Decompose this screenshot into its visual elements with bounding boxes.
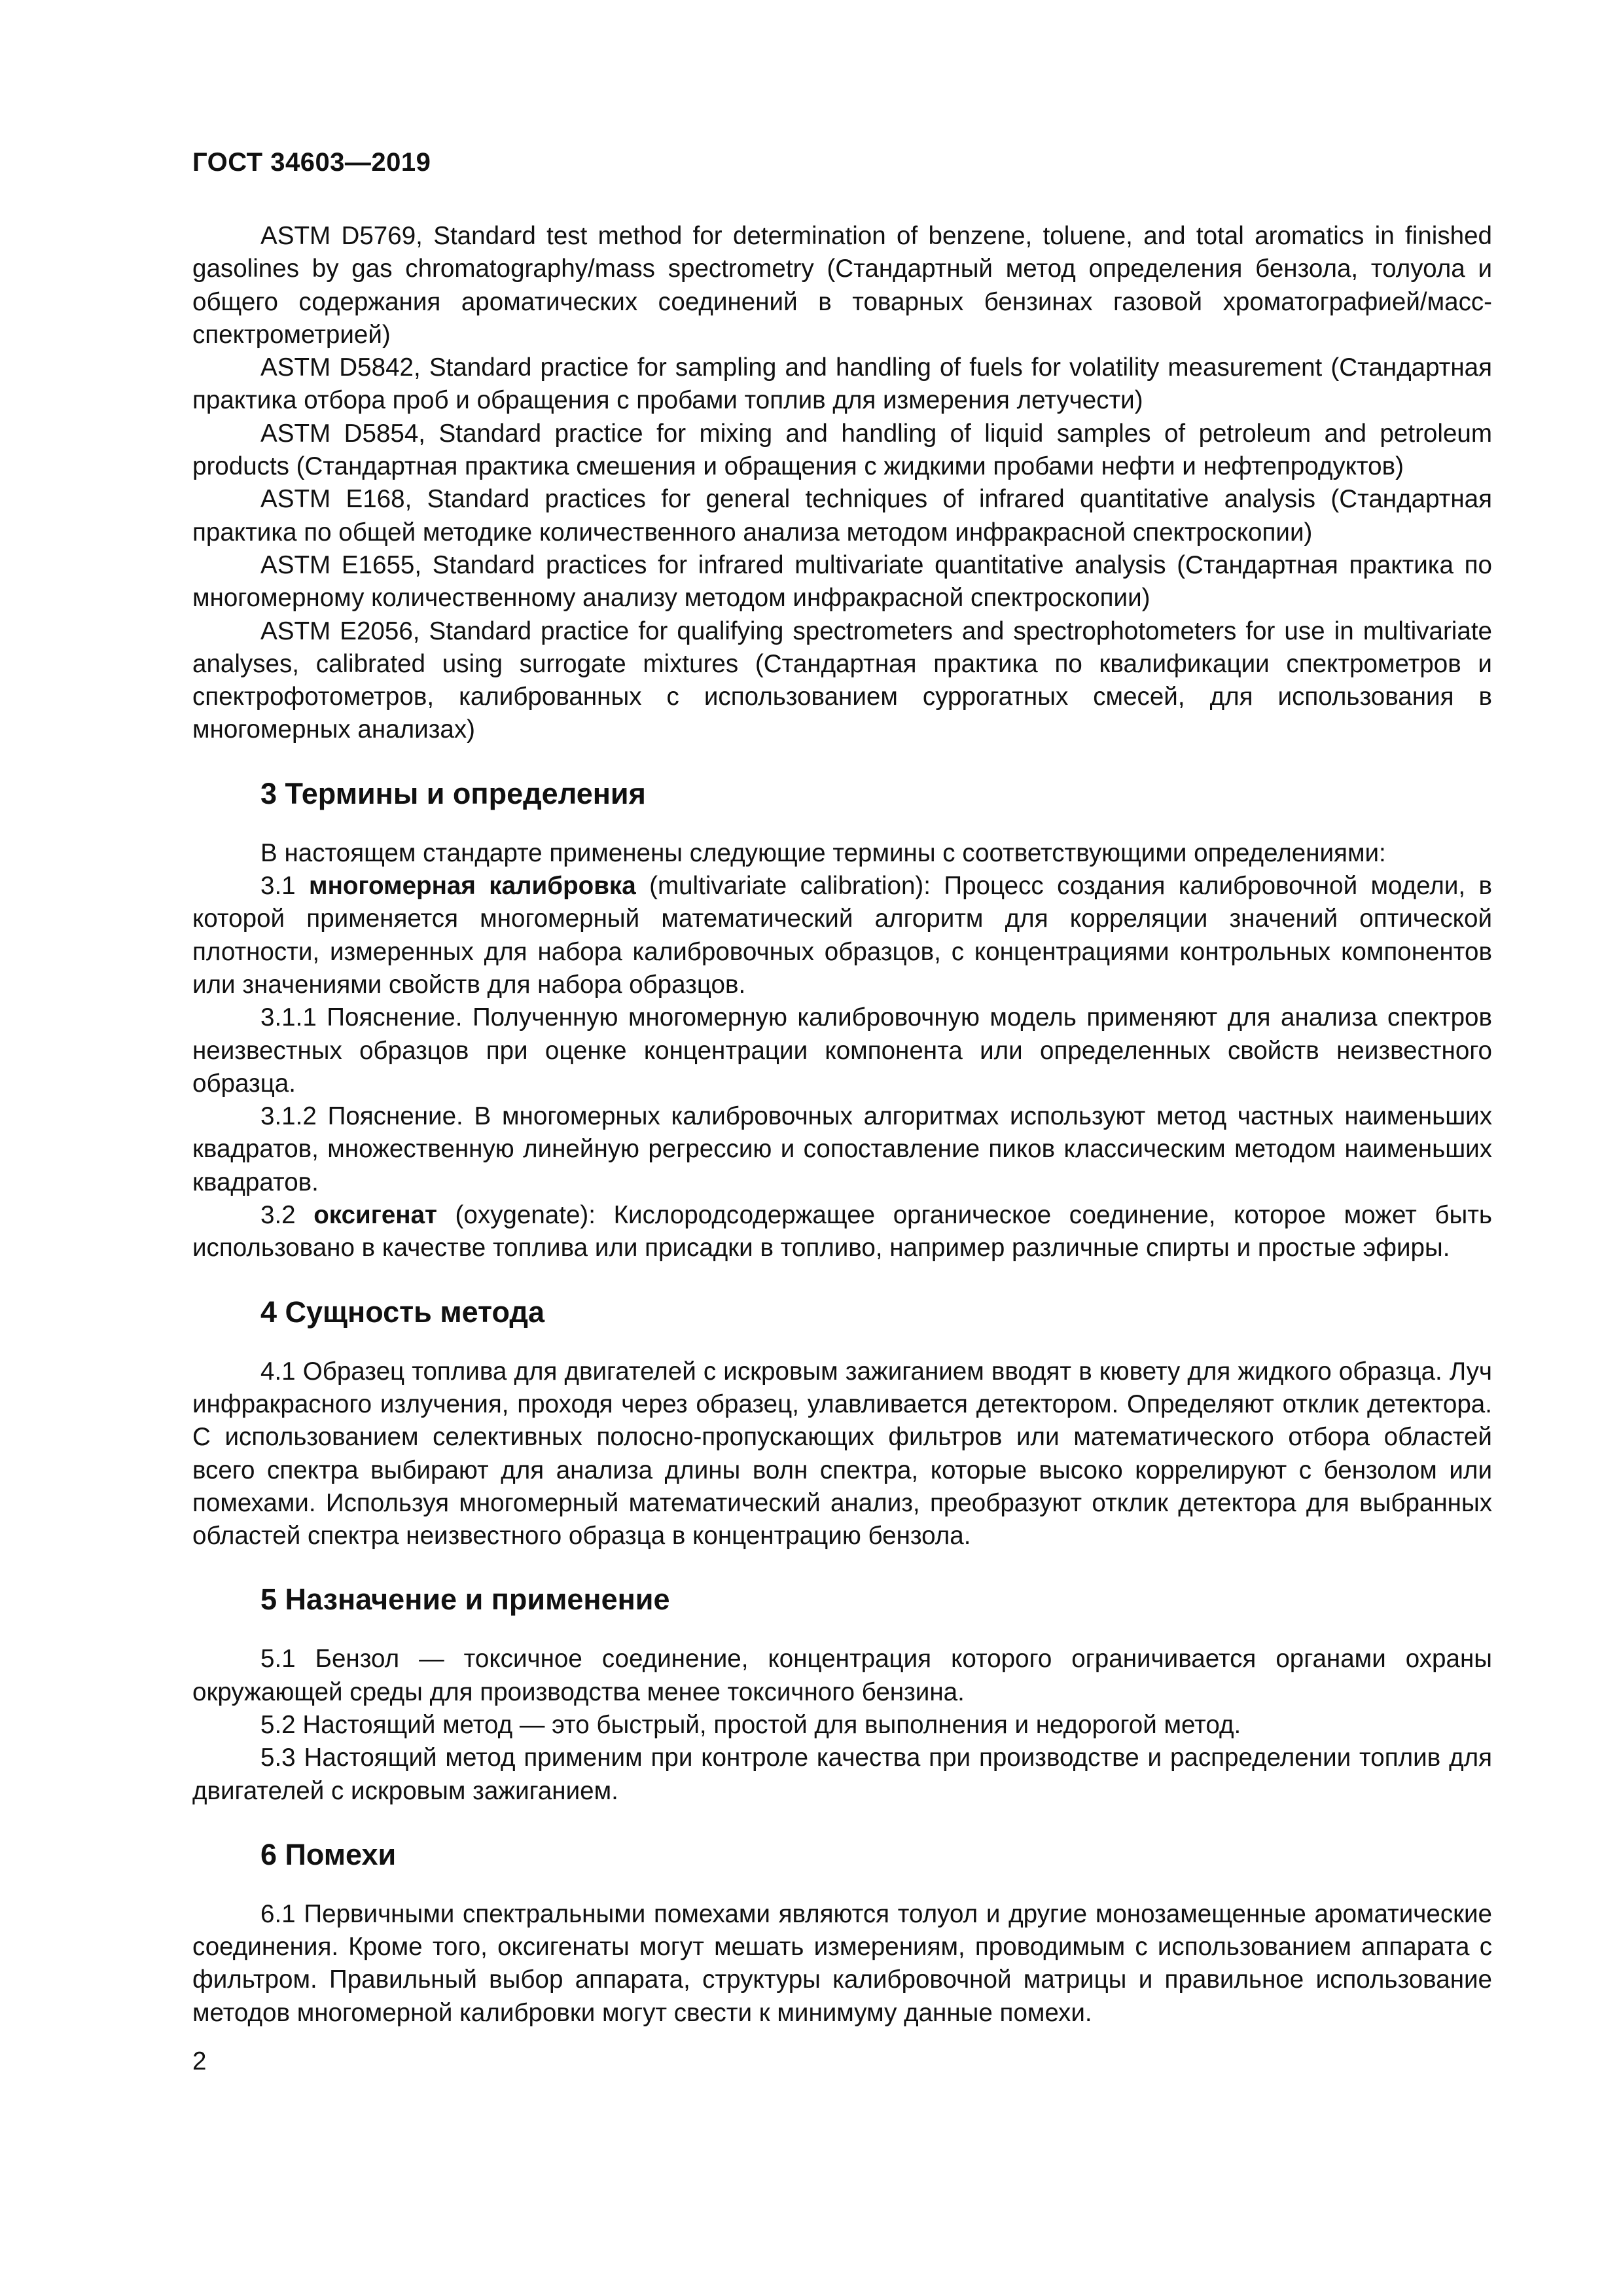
reference-astm-d5769: ASTM D5769, Standard test method for determination of benzene, toluene, and total aromatics in finished gasolines by gas chromatography/mass spectrometry (Стандартный метод определения бензола, толуола и общего содержания ароматических соединений в товарных бензинах газовой хроматографией/масс-спектрометрией) [192, 222, 1492, 349]
section-heading-method-essence: 4 Сущность метода [260, 1295, 544, 1329]
section-heading-terms: 3 Термины и определения [260, 776, 646, 810]
reference-astm-e1655: ASTM E1655, Standard practices for infrared multivariate quantitative analysis (Стандартная практика по многомерному количественному анализу методом инфракрасной спектроскопии) [192, 550, 1492, 613]
paragraph-4-1: 4.1 Образец топлива для двигателей с искровым зажиганием вводят в кювету для жидкого образца. Луч инфракрасного излучения, проходя через образец, улавливается детектором. Определяют отклик детектора. С использованием селективных полосно-пропускающих фильтров или математического отбора областей всего спектра выбирают для анализа длины волн спектра, которые высоко коррелируют с бензолом или помехами. Используя многомерный математический анализ, преобразуют отклик детектора для выбранных областей спектра неизвестного образца в концентрацию бензола. [192, 1357, 1492, 1551]
term-3-1-2-note: 3.1.2 Пояснение. В многомерных калибровочных алгоритмах используют метод частных наименьших квадратов, множественную линейную регрессию и сопоставление пиков классическим методом наименьших квадратов. [192, 1102, 1492, 1196]
document-body [192, 220, 1492, 2030]
terms-intro: В настоящем стандарте применены следующие термины с соответствующими определениями: [260, 838, 1386, 867]
section-heading-interference: 6 Помехи [260, 1837, 397, 1871]
reference-astm-e2056: ASTM E2056, Standard practice for qualifying spectrometers and spectrophotometers for use in multivariate analyses, calibrated using surrogate mixtures (Стандартная практика по квалификации спектрометров и спектрофотометров, калиброванных с использованием суррогатных смесей, для использования в многомерных анализах) [192, 617, 1492, 744]
term-name: оксигенат [313, 1201, 437, 1230]
reference-astm-e168: ASTM E168, Standard practices for general techniques of infrared quantitative analysis (Стандартная практика по общей методике количественного анализа методом инфракрасной спектроскопии) [192, 485, 1492, 547]
term-3-1-1-note: 3.1.1 Пояснение. Полученную многомерную калибровочную модель применяют для анализа спектров неизвестных образцов при оценке концентрации компонента или определенных свойств неизвестного образца. [192, 1003, 1492, 1098]
term-name: многомерная калибровка [309, 872, 636, 901]
term-definition: (multivariate calibration): Процесс создания калибровочной модели, в которой применяется многомерный математический алгоритм для корреляции значений оптической плотности, измеренных для набора калибровочных образцов, с концентрациями контрольных компонентов или значениями свойств для набора образцов. [192, 872, 1492, 999]
page-number: 2 [192, 2047, 207, 2075]
document-header: ГОСТ 34603—2019 [192, 148, 431, 177]
paragraph-5-1: 5.1 Бензол — токсичное соединение, концентрация которого ограничивается органами охраны окружающей среды для производства менее токсичного бензина. [192, 1645, 1492, 1706]
term-number: 3.2 [260, 1201, 314, 1230]
paragraph-5-2: 5.2 Настоящий метод — это быстрый, простой для выполнения и недорогой метод. [260, 1710, 1241, 1739]
reference-astm-d5842: ASTM D5842, Standard practice for sampling and handling of fuels for volatility measurement (Стандартная практика отбора проб и обращения с пробами топлив для измерения летучести) [192, 353, 1492, 415]
reference-astm-d5854: ASTM D5854, Standard practice for mixing and handling of liquid samples of petroleum and petroleum products (Стандартная практика смешения и обращения с жидкими пробами нефти и нефтепродуктов) [192, 419, 1492, 481]
term-number: 3.1 [260, 872, 310, 901]
term-3-2 [192, 1199, 1492, 1265]
term-3-1 [192, 870, 1492, 1001]
paragraph-5-3: 5.3 Настоящий метод применим при контроле качества при производстве и распределении топлив для двигателей с искровым зажиганием. [192, 1744, 1492, 1805]
paragraph-6-1: 6.1 Первичными спектральными помехами являются толуол и другие монозамещенные ароматические соединения. Кроме того, оксигенаты могут мешать измерениям, проводимым с использованием аппарата с фильтром. Правильный выбор аппарата, структуры калибровочной матрицы и правильное использование методов многомерной калибровки могут свести к минимуму данные помехи. [192, 1899, 1492, 2027]
section-heading-purpose: 5 Назначение и применение [260, 1583, 670, 1617]
term-definition: (oxygenate): Кислородсодержащее органическое соединение, которое может быть использовано в качестве топлива или присадки в топливо, например различные спирты и простые эфиры. [192, 1201, 1492, 1263]
